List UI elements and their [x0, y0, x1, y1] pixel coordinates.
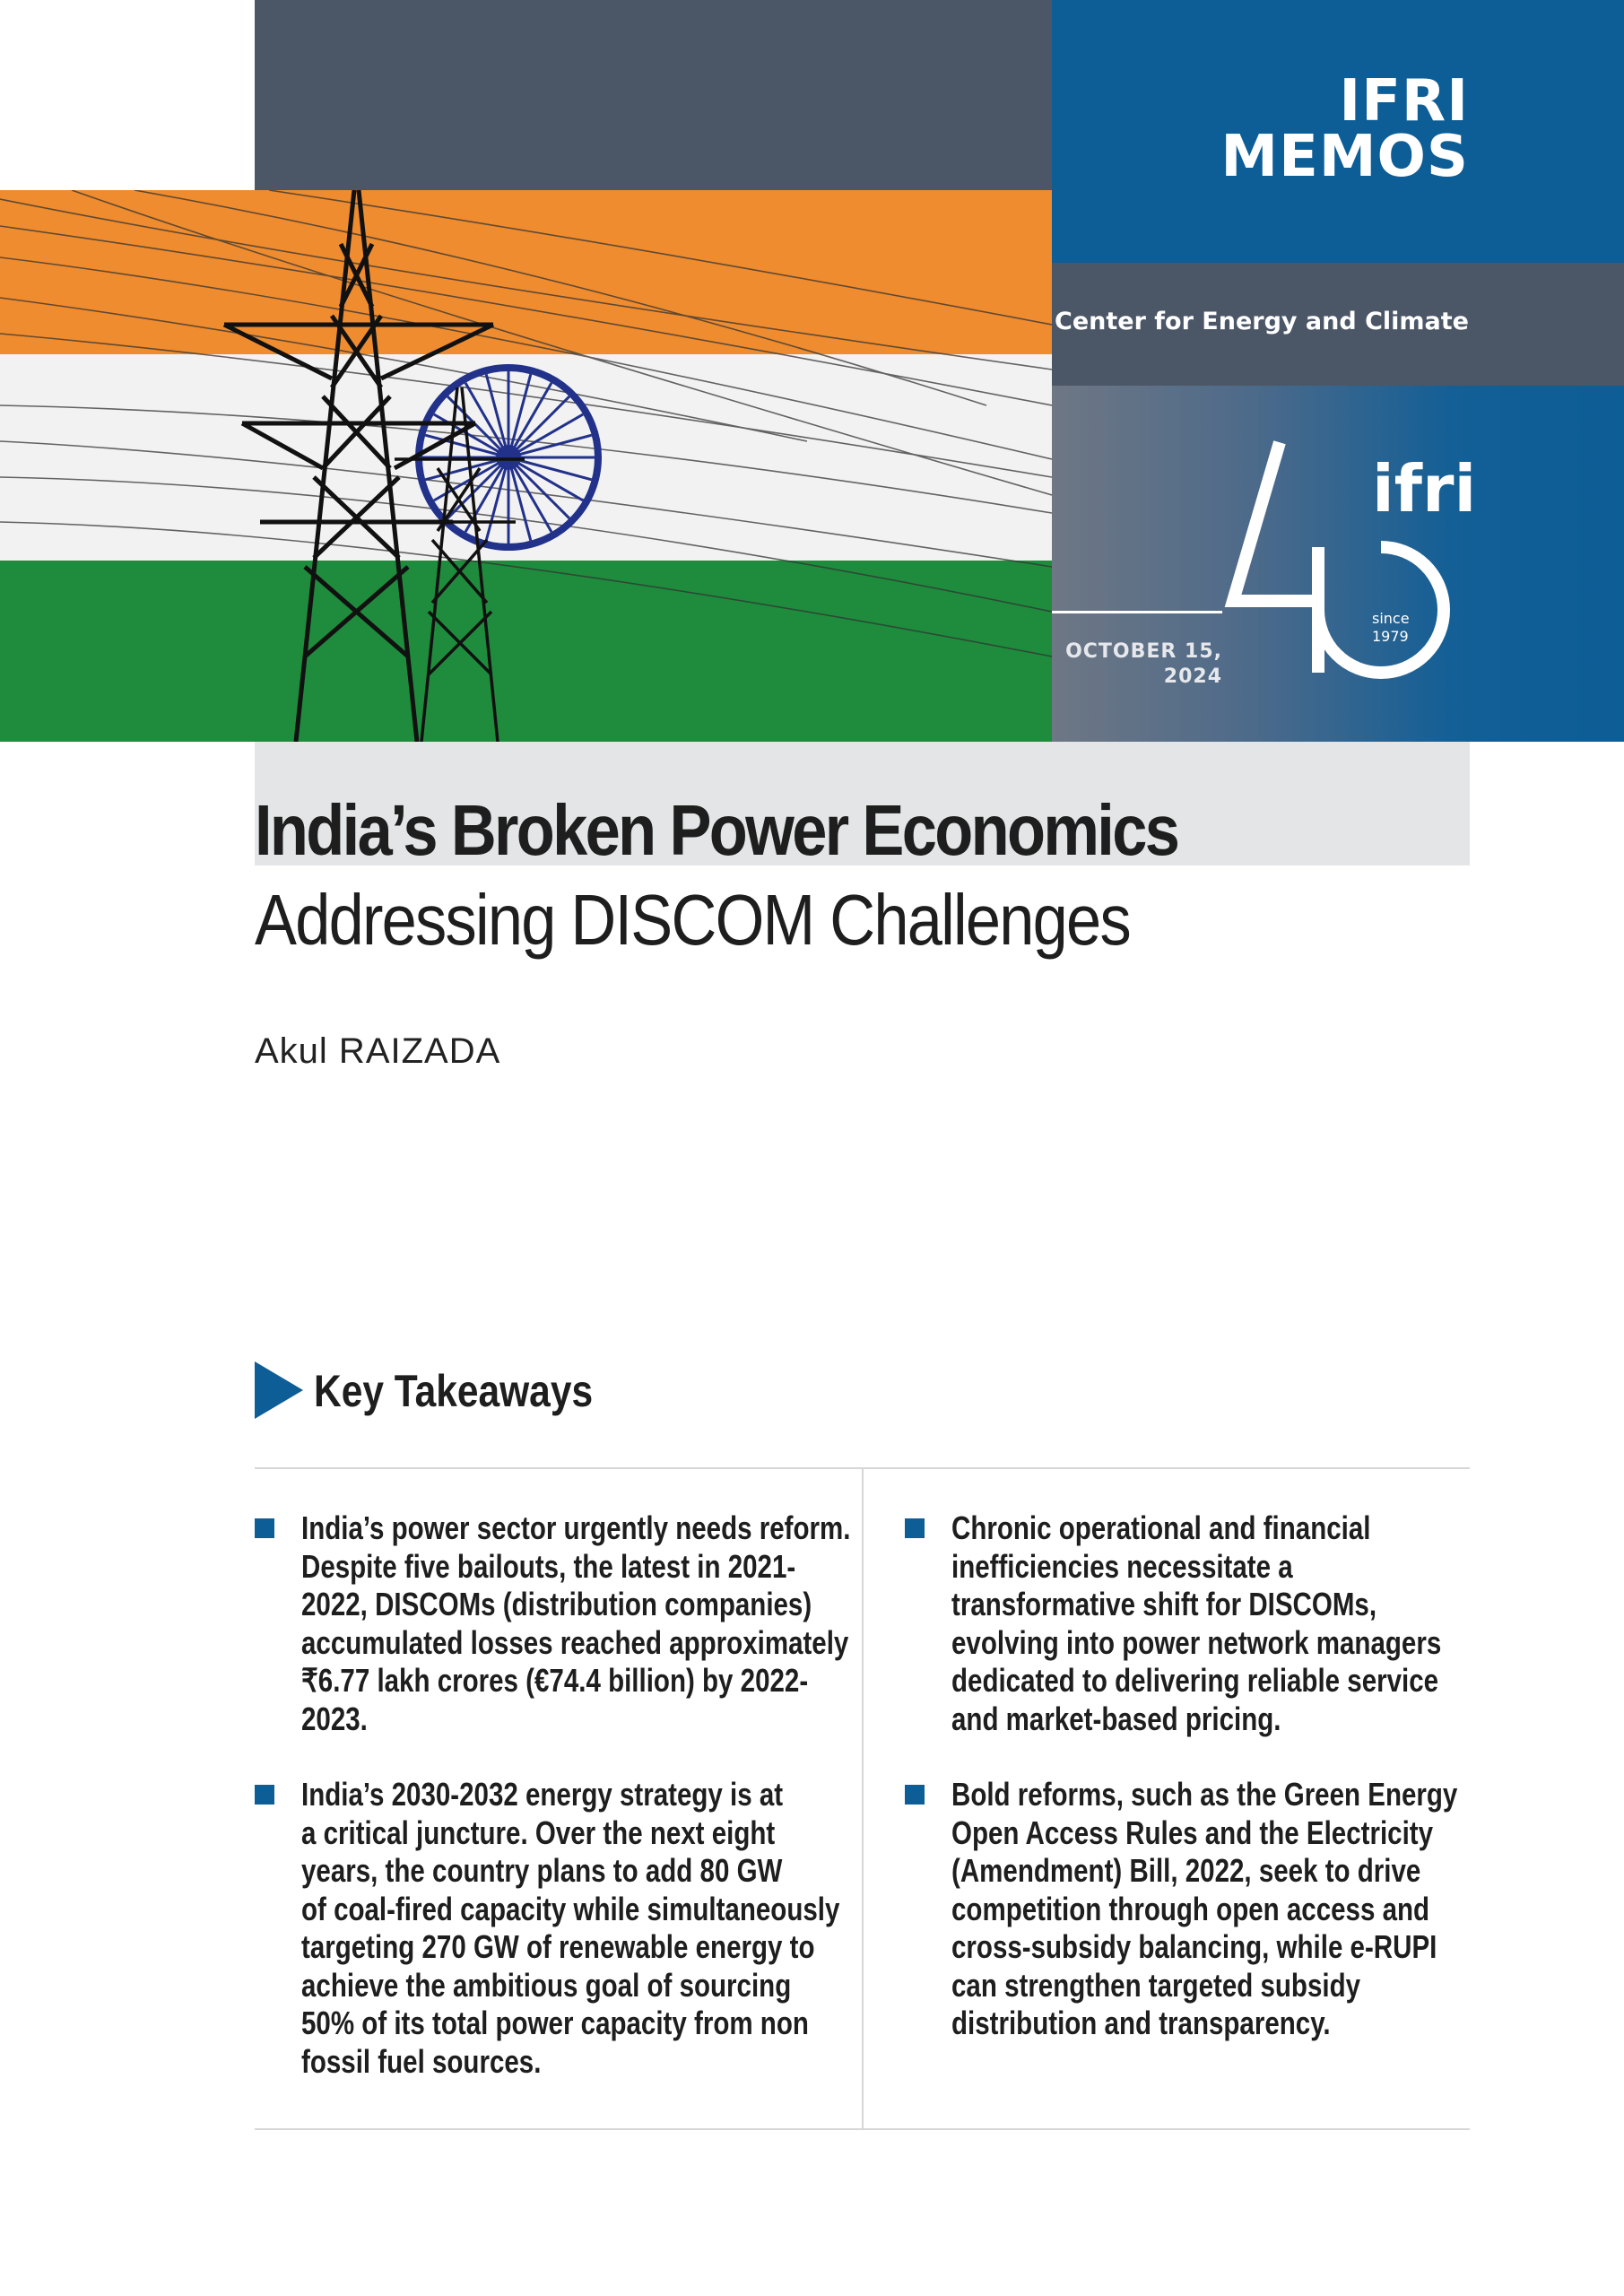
takeaway-line: and market-based pricing.: [951, 1700, 1281, 1737]
takeaway-line: evolving into power network managers: [951, 1623, 1442, 1661]
logo-year: 1979: [1372, 628, 1409, 645]
takeaway-text: [301, 1776, 839, 2081]
takeaways-column-divider: [862, 1469, 864, 2128]
takeaway-line: (Amendment) Bill, 2022, seek to drive: [951, 1852, 1421, 1889]
series-title: [1220, 68, 1469, 190]
takeaway-text: [951, 1776, 1457, 2043]
takeaway-line: 50% of its total power capacity from non: [301, 2005, 809, 2041]
logo-wordmark: ifri: [1372, 451, 1477, 526]
takeaway-line: India’s power sector urgently needs reform.: [301, 1509, 851, 1546]
ifri-40-logo: [1224, 439, 1493, 713]
date-divider: [1052, 611, 1222, 613]
takeaway-line: of coal-fired capacity while simultaneously: [301, 1890, 840, 1927]
square-bullet-icon: [255, 1785, 274, 1805]
takeaway-line: 2023.: [301, 1700, 368, 1737]
takeaway-line: India’s 2030-2032 energy strategy is at: [301, 1776, 784, 1813]
takeaway-line: fossil fuel sources.: [301, 2042, 542, 2080]
takeaway-line: can strengthen targeted subsidy: [951, 1966, 1361, 2004]
takeaway-text: [301, 1509, 850, 1738]
cover-image-flag-pylons: [0, 190, 1052, 742]
takeaway-line: inefficiencies necessitate a: [951, 1547, 1293, 1585]
publication-date: [1052, 639, 1222, 690]
author-name: Akul RAIZADA: [255, 1031, 501, 1071]
square-bullet-icon: [255, 1518, 274, 1538]
logo-since: since: [1372, 610, 1410, 627]
takeaway-line: 2022, DISCOMs (distribution companies): [301, 1586, 812, 1622]
key-takeaways-heading: Key Takeaways: [314, 1366, 594, 1416]
document-title: India’s Broken Power Economics: [255, 790, 1178, 870]
center-name: Center for Energy and Climate: [1055, 308, 1469, 335]
takeaway-line: competition through open access and: [951, 1890, 1430, 1927]
header-gray-block: [255, 0, 1052, 190]
takeaway-line: transformative shift for DISCOMs,: [951, 1586, 1377, 1622]
takeaway-text: [951, 1509, 1441, 1738]
series-title-line1: IFRI: [1339, 68, 1469, 135]
takeaway-line: achieve the ambitious goal of sourcing: [301, 1966, 792, 2004]
series-title-line2: MEMOS: [1220, 124, 1469, 190]
takeaway-line: Bold reforms, such as the Green Energy: [951, 1776, 1458, 1813]
takeaway-line: ₹6.77 lakh crores (€74.4 billion) by 2022-: [301, 1662, 809, 1699]
play-arrow-icon: [255, 1361, 303, 1423]
takeaway-line: years, the country plans to add 80 GW: [301, 1852, 783, 1889]
square-bullet-icon: [905, 1785, 925, 1805]
takeaway-line: targeting 270 GW of renewable energy to: [301, 1928, 815, 1965]
takeaway-line: Open Access Rules and the Electricity: [951, 1813, 1434, 1851]
takeaway-line: dedicated to delivering reliable service: [951, 1662, 1439, 1699]
square-bullet-icon: [905, 1518, 925, 1538]
takeaway-line: accumulated losses reached approximately: [301, 1623, 849, 1661]
date-line2: 2024: [1163, 665, 1222, 688]
takeaways-bottom-rule: [255, 2128, 1470, 2130]
date-line1: OCTOBER 15,: [1065, 640, 1222, 663]
takeaway-line: distribution and transparency.: [951, 2005, 1331, 2041]
takeaway-line: a critical juncture. Over the next eight: [301, 1813, 776, 1851]
takeaway-line: cross-subsidy balancing, while e-RUPI: [951, 1928, 1437, 1965]
takeaway-line: Chronic operational and financial: [951, 1509, 1371, 1546]
takeaway-line: Despite five bailouts, the latest in 2021-: [301, 1547, 796, 1585]
document-subtitle: Addressing DISCOM Challenges: [255, 880, 1130, 960]
